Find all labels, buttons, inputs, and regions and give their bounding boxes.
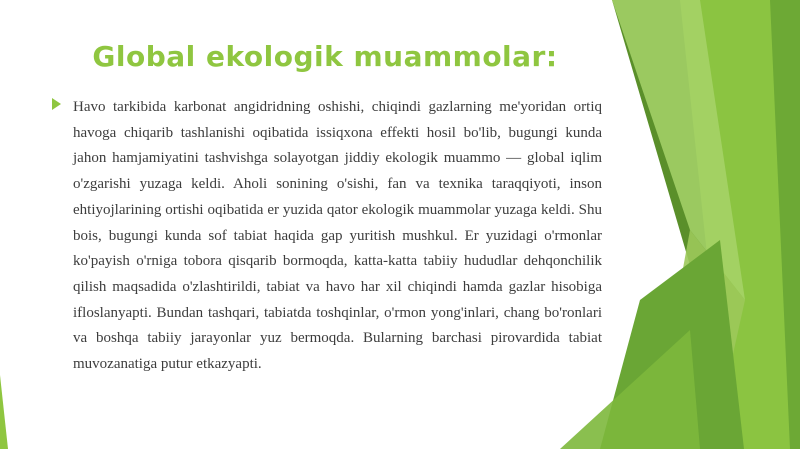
slide-title: Global ekologik muammolar: — [92, 40, 558, 73]
body-paragraph: Havo tarkibida karbonat angidridning oshishi, chiqindi gazlarning me'yoridan ortiq havoga chiqarib tashlanishi oqibatida issiqxona effekti hosil bo'lib, bugungi kunda jahon hamjamiyatini tashvishga solayotgan jiddiy ekologik muammo — global iqlim o'zgarishi yuzaga keldi. Aholi sonining o'sishi, fan va texnika taraqqiyoti, inson ehtiyojlarining ortishi oqibatida er yuzida qator ekologik muammolar yuzaga keldi. Shu bois, bugungi kunda sof tabiat haqida gap yuritish mushkul. Er yuzidagi o'rmonlar ko'payish o'rniga tobora qisqarib bormoqda, katta-katta tabiiy hududlar dehqonchilik qilish maqsadida o'zlashtirildi, tabiat va havo har xil chiqindi hamda gazlar hisobiga ifloslanyapti. Bundan tashqari, tabiatda toshqinlar, o'rmon yong'inlari, chang bo'ronlari va boshqa tabiiy jarayonlar yuz bermoqda. Bularning barchasi pirovardida tabiat muvozanatiga putur etkazyapti. — [73, 99, 602, 373]
bullet-arrow-icon — [52, 98, 61, 110]
